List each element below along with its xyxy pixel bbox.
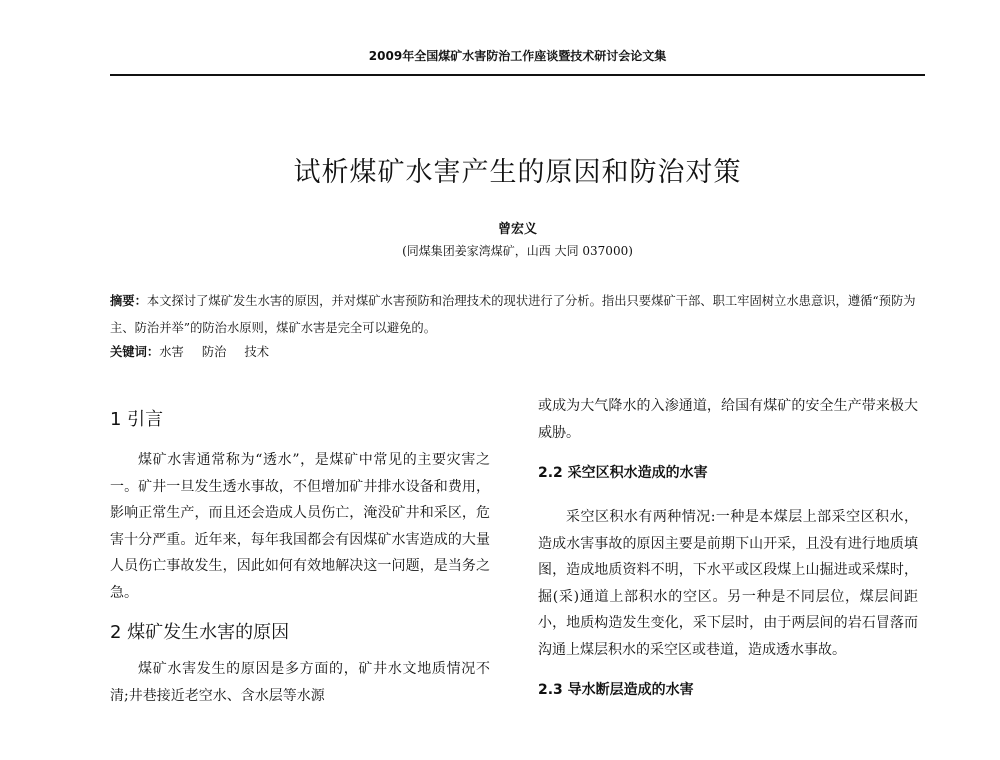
- author-affiliation: (同煤集团姜家湾煤矿，山西 大同 037000): [402, 244, 633, 258]
- right-column: [538, 393, 918, 699]
- section-heading-introduction: 1 引言: [110, 409, 164, 430]
- subsection-heading-goaf-water: 2.2 采空区积水造成的水害: [538, 465, 708, 481]
- causes-paragraph: 煤矿水害发生的原因是多方面的，矿井水文地质情况不清;井巷接近老空水、含水层等水源: [110, 661, 490, 704]
- keywords: [110, 340, 928, 364]
- author-name: 曾宏义: [497, 222, 537, 237]
- paper-title: 试析煤矿水害产生的原因和防治对策: [293, 157, 742, 188]
- goaf-water-paragraph: 采空区积水有两种情况:一种是本煤层上部采空区积水，造成水害事故的原因主要是前期下山开采，且没有进行地质填图，造成地质资料不明，下水平或区段煤上山掘进或采煤时，掘(采)通道上部积水的空区。另一种是不同层位，煤层间距小，地质构造发生变化，采下层时，由于两层间的岩石冒落而沟通上煤层积水的采空区或巷道，造成透水事故。: [538, 509, 918, 658]
- section-heading-causes: 2 煤矿发生水害的原因: [110, 622, 290, 643]
- subsection-heading-fault-water: 2.3 导水断层造成的水害: [538, 682, 694, 698]
- running-header: 2009年全国煤矿水害防治工作座谈暨技术研讨会论文集: [368, 49, 667, 63]
- keyword-item: 水害: [159, 345, 184, 359]
- abstract-text: 本文探讨了煤矿发生水害的原因，并对煤矿水害预防和治理技术的现状进行了分析。指出只要煤矿干部、职工牢固树立水患意识，遵循“预防为主、防治并举”的防治水原则，煤矿水害是完全可以避免的。: [110, 294, 916, 335]
- keywords-label: 关键词：: [110, 344, 160, 359]
- abstract-label: 摘要：: [110, 293, 147, 308]
- introduction-paragraph: 煤矿水害通常称为“透水”，是煤矿中常见的主要灾害之一。矿井一旦发生透水事故，不但增加矿井排水设备和费用，影响正常生产，而且还会造成人员伤亡，淹没矿井和采区，危害十分严重。近年来，每年我国都会有因煤矿水害造成的大量人员伤亡事故发生，因此如何有效地解决这一问题，是当务之急。: [110, 452, 490, 601]
- keyword-item: 防治: [201, 345, 227, 359]
- abstract: [110, 287, 928, 342]
- continuation-paragraph: 或成为大气降水的入渗通道，给国有煤矿的安全生产带来极大威胁。: [538, 398, 918, 441]
- left-column: [110, 405, 490, 709]
- keyword-item: 技术: [244, 345, 270, 359]
- header-rule: [110, 74, 925, 76]
